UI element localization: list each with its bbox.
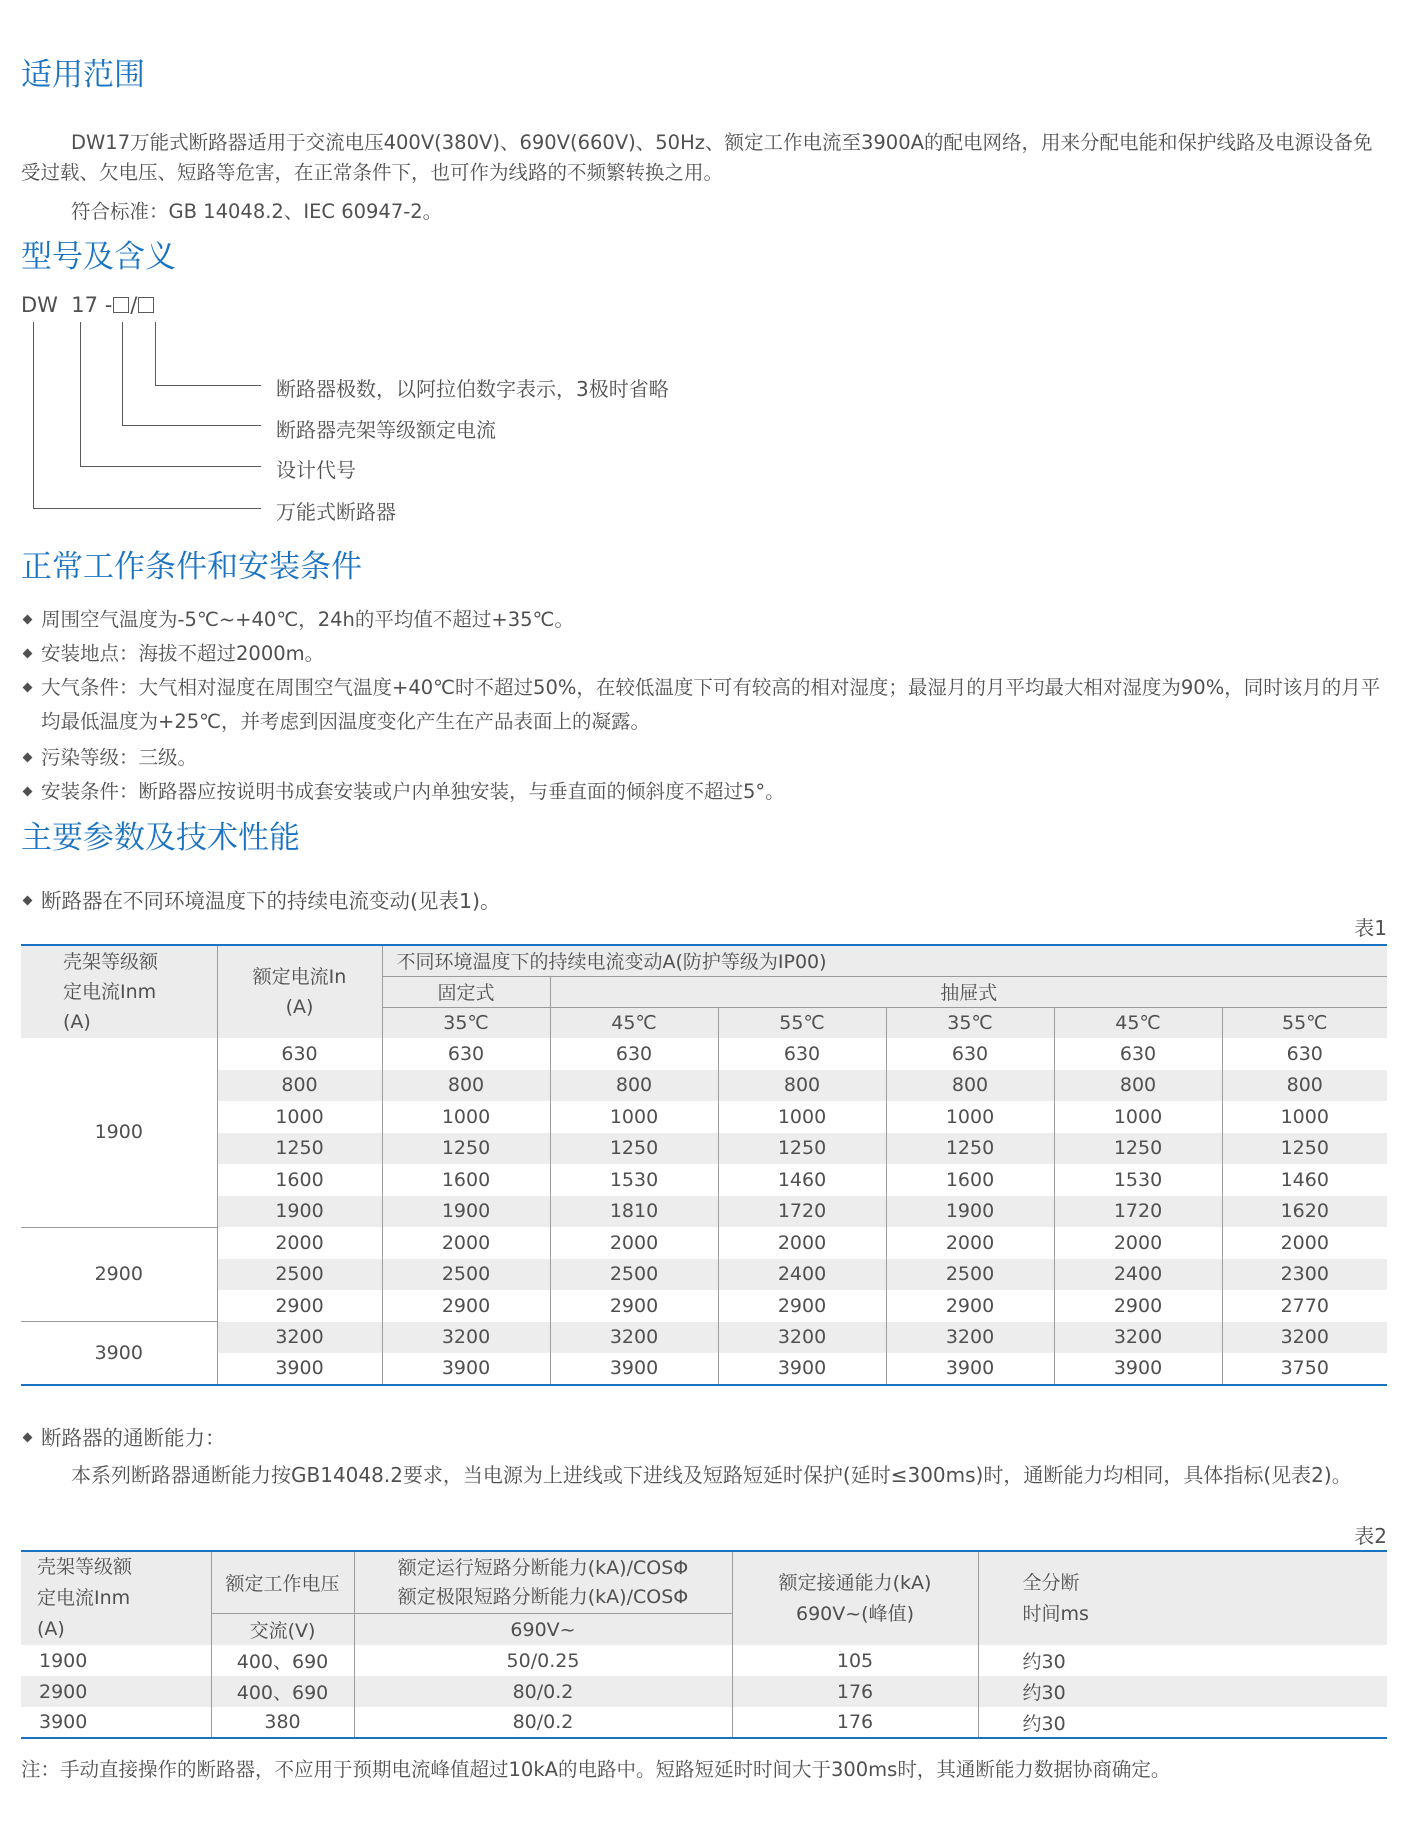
t2-header-voltage: 额定工作电压	[211, 1551, 354, 1614]
standard-paragraph: 符合标准：GB 14048.2、IEC 60947-2。	[71, 200, 443, 223]
table-row: 3900 3200 3200 3200 3200 3200 3200 3200	[21, 1322, 1387, 1354]
model-meaning-frame-current: 断路器壳架等级额定电流	[276, 418, 496, 442]
diagram-line	[33, 508, 261, 509]
condition-item: 安装条件：断路器应按说明书成套安装或户内单独安装，与垂直面的倾斜度不超过5°。	[21, 775, 1391, 809]
table-row: 1900 630 630 630 630 630 630 630	[21, 1038, 1387, 1070]
section-title-scope: 适用范围	[21, 57, 145, 93]
table-row: 2500 2500 2500 2400 2500 2400 2300	[21, 1259, 1387, 1291]
model-number: 17	[71, 293, 99, 317]
t2-header-frame: 壳架等级额 定电流Inm (A)	[21, 1551, 211, 1645]
condition-item: 大气条件：大气相对湿度在周围空气温度+40℃时不超过50%，在较低温度下可有较高的相对湿度；最湿月的月平均最大相对湿度为90%，同时该月的月平均最低温度为+25℃，并考虑到因温度变化产生在产品表面上的凝露。	[21, 671, 1391, 739]
condition-item: 周围空气温度为-5℃~+40℃，24h的平均值不超过+35℃。	[21, 603, 1391, 637]
t1-frame-2900: 2900	[21, 1227, 217, 1322]
table-row: 2900 2000 2000 2000 2000 2000 2000 2000	[21, 1227, 1387, 1259]
model-prefix: DW	[21, 293, 58, 317]
table2	[21, 1550, 1387, 1739]
t1-temp: 45℃	[1054, 1007, 1222, 1038]
table1-intro: 断路器在不同环境温度下的持续电流变动(见表1)。	[21, 884, 1391, 918]
section-title-parameters: 主要参数及技术性能	[21, 820, 300, 856]
bullet-icon	[23, 752, 33, 762]
breaking-paragraph: 本系列断路器通断能力按GB14048.2要求，当电源为上进线或下进线及短路短延时保护(延时≤300ms)时，通断能力均相同，具体指标(见表2)。	[71, 1463, 1352, 1487]
table2-label: 表2	[1354, 1524, 1387, 1548]
placeholder-box-icon	[138, 297, 154, 313]
diagram-line	[80, 466, 261, 467]
t1-temp: 55℃	[718, 1007, 886, 1038]
table2-intro: 断路器的通断能力：	[21, 1421, 1391, 1455]
model-meaning-type: 万能式断路器	[276, 500, 396, 524]
table1	[21, 944, 1387, 1386]
table-row: 2900 400、690 80/0.2 176 约30	[21, 1676, 1387, 1707]
t2-header-voltage-sub: 交流(V)	[211, 1614, 354, 1645]
table-row: 2900 2900 2900 2900 2900 2900 2770	[21, 1290, 1387, 1322]
t2-header-breaking: 额定运行短路分断能力(kA)/COSΦ 额定极限短路分断能力(kA)/COSΦ	[354, 1551, 732, 1614]
diagram-line	[80, 322, 81, 467]
t1-header-fixed: 固定式	[382, 976, 550, 1007]
t1-frame-3900: 3900	[21, 1322, 217, 1385]
table-row: 1900 400、690 50/0.25 105 约30	[21, 1645, 1387, 1676]
diagram-line	[155, 322, 156, 386]
t1-header-frame: 壳架等级额 定电流Inm (A)	[21, 945, 217, 1038]
bullet-icon	[23, 682, 33, 692]
diagram-line	[155, 385, 261, 386]
model-slash: /	[130, 293, 138, 317]
model-dash: -	[104, 293, 113, 317]
t1-header-group: 不同环境温度下的持续电流变动A(防护等级为IP00)	[382, 945, 1387, 976]
placeholder-box-icon	[113, 297, 129, 313]
t2-header-making: 额定接通能力(kA) 690V~(峰值)	[732, 1551, 978, 1645]
footnote: 注：手动直接操作的断路器，不应用于预期电流峰值超过10kA的电路中。短路短延时时间大于300ms时，其通断能力数据协商确定。	[21, 1758, 1171, 1781]
bullet-icon	[23, 614, 33, 624]
t1-temp: 35℃	[886, 1007, 1054, 1038]
bullet-icon	[23, 896, 33, 906]
scope-paragraph: DW17万能式断路器适用于交流电压400V(380V)、690V(660V)、50Hz、额定工作电流至3900A的配电网络，用来分配电能和保护线路及电源设备免受过载、欠电压、短路等危害，在正常条件下，也可作为线路的不频繁转换之用。	[21, 131, 1373, 184]
t2-header-time: 全分断 时间ms	[978, 1551, 1387, 1645]
table-row: 3900 3900 3900 3900 3900 3900 3750	[21, 1353, 1387, 1385]
condition-item: 污染等级：三级。	[21, 741, 1391, 775]
condition-item: 安装地点：海拔不超过2000m。	[21, 637, 1391, 671]
table-row: 1000 1000 1000 1000 1000 1000 1000	[21, 1101, 1387, 1133]
bullet-icon	[23, 786, 33, 796]
model-code	[21, 293, 155, 317]
table-row: 1250 1250 1250 1250 1250 1250 1250	[21, 1133, 1387, 1165]
model-meaning-poles: 断路器极数，以阿拉伯数字表示，3极时省略	[276, 377, 669, 401]
table-row: 1600 1600 1530 1460 1600 1530 1460	[21, 1164, 1387, 1196]
t1-header-rated: 额定电流In (A)	[217, 945, 382, 1038]
t1-frame-1900: 1900	[94, 1121, 143, 1144]
diagram-line	[122, 322, 123, 426]
diagram-line	[122, 425, 261, 426]
diagram-line	[33, 322, 34, 509]
table-row: 800 800 800 800 800 800 800	[21, 1070, 1387, 1102]
t1-header-drawer: 抽屉式	[550, 976, 1387, 1007]
bullet-icon	[23, 648, 33, 658]
t2-header-breaking-sub: 690V~	[354, 1614, 732, 1645]
section-title-model: 型号及含义	[21, 239, 176, 275]
bullet-icon	[23, 1433, 33, 1443]
t1-temp: 45℃	[550, 1007, 718, 1038]
model-meaning-design-code: 设计代号	[276, 458, 356, 482]
table1-label: 表1	[1354, 916, 1387, 940]
table-row: 1900 1900 1810 1720 1900 1720 1620	[21, 1196, 1387, 1228]
section-title-conditions: 正常工作条件和安装条件	[21, 549, 362, 585]
t1-temp: 35℃	[382, 1007, 550, 1038]
table-row: 3900 380 80/0.2 176 约30	[21, 1707, 1387, 1738]
t1-temp: 55℃	[1222, 1007, 1387, 1038]
